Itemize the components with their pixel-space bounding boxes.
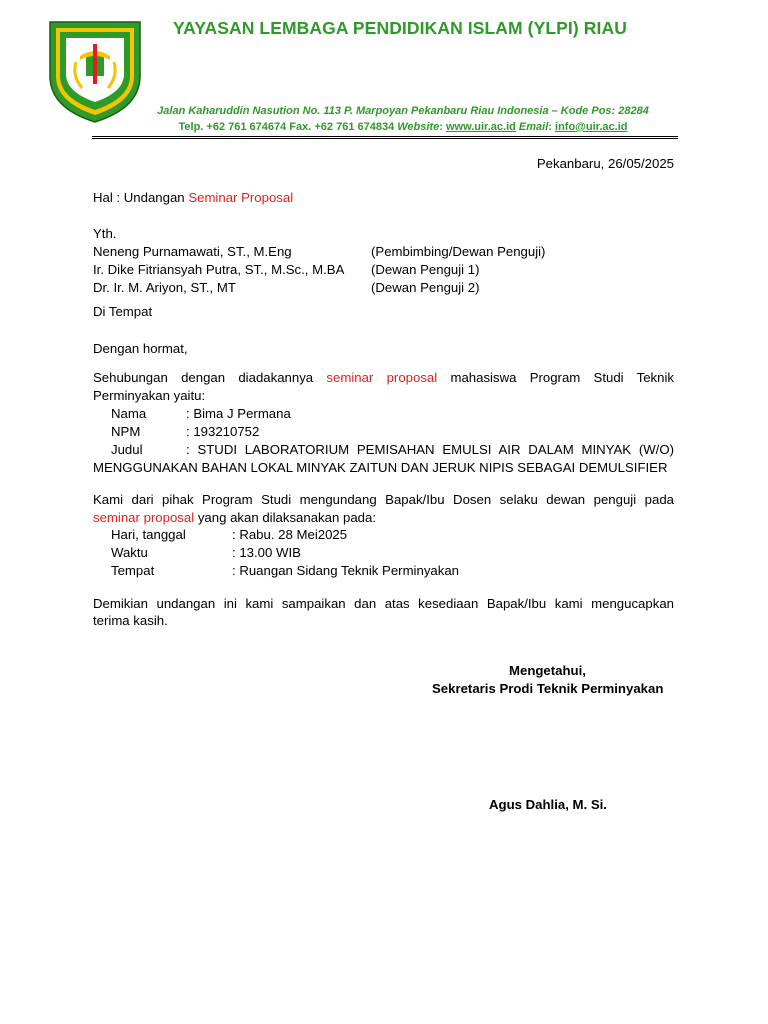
sign-position: Sekretaris Prodi Teknik Perminyakan: [432, 681, 664, 696]
recipient-name: Neneng Purnamawati, ST., M.Eng: [93, 244, 292, 259]
student-title-value-cont: MENGGUNAKAN BAHAN LOKAL MINYAK ZAITUN DAN JERUK NIPIS SEBAGAI DEMULSIFIER: [93, 460, 668, 475]
event-place-value: : Ruangan Sidang Teknik Perminyakan: [232, 563, 460, 578]
location: Di Tempat: [93, 304, 153, 319]
subject: Hal : Undangan Seminar Proposal: [93, 190, 294, 205]
invitation-highlight: seminar proposal: [93, 510, 195, 525]
intro-paragraph: Sehubungan dengan diadakannya seminar proposal mahasiswa Program Studi Teknik Perminyakan yaitu:: [93, 370, 675, 403]
closing-paragraph-cont: terima kasih.: [93, 613, 168, 628]
website-link[interactable]: www.uir.ac.id: [445, 121, 516, 133]
student-npm-value: : 193210752: [186, 424, 260, 439]
event-place-label: Tempat: [111, 563, 155, 578]
event-day-label: Hari, tanggal: [111, 527, 186, 542]
student-npm-label: NPM: [111, 424, 141, 439]
recipient-role: (Dewan Penguji 1): [371, 262, 480, 277]
recipient-role: (Dewan Penguji 2): [371, 280, 480, 295]
recipient-name: Dr. Ir. M. Ariyon, ST., MT: [93, 280, 236, 295]
salutation-to: Yth.: [93, 226, 117, 241]
place-date: Pekanbaru, 26/05/2025: [536, 156, 674, 171]
subject-highlight: Seminar Proposal: [188, 190, 294, 205]
greeting: Dengan hormat,: [93, 341, 188, 356]
recipient-role: (Pembimbing/Dewan Penguji): [371, 244, 546, 259]
intro-highlight: seminar proposal: [326, 370, 438, 385]
phone-fax: Telp. +62 761 674674 Fax. +62 761 674834: [178, 121, 398, 133]
email-link[interactable]: info@uir.ac.id: [555, 121, 628, 133]
student-name-value: : Bima J Permana: [186, 406, 291, 421]
student-title-value: : STUDI LABORATORIUM PEMISAHAN EMULSI AIR DALAM MINYAK (W/O): [186, 442, 674, 457]
student-name-label: Nama: [111, 406, 147, 421]
contact-line: Telp. +62 761 674674 Fax. +62 761 674834 Website: www.uir.ac.id Email: info@uir.ac.id: [178, 121, 628, 133]
email-label: Email: [518, 121, 549, 133]
event-day-value: : Rabu. 28 Mei2025: [232, 527, 348, 542]
website-label: Website: [397, 121, 440, 133]
event-time-label: Waktu: [111, 545, 148, 560]
closing-paragraph: Demikian undangan ini kami sampaikan dan atas kesediaan Bapak/Ibu kami mengucapkan: [93, 596, 674, 611]
event-time-value: : 13.00 WIB: [232, 545, 301, 560]
recipient-name: Ir. Dike Fitriansyah Putra, ST., M.Sc., M.BA: [93, 262, 345, 277]
header-divider: [92, 136, 678, 137]
address-line: Jalan Kaharuddin Nasution No. 113 P. Marpoyan Pekanbaru Riau Indonesia – Kode Pos: 28284: [157, 105, 649, 117]
header-divider-secondary: [92, 138, 678, 139]
invitation-paragraph: Kami dari pihak Program Studi mengundang Bapak/Ibu Dosen selaku dewan penguji pada: [93, 492, 674, 507]
sign-acknowledge: Mengetahui,: [509, 663, 586, 678]
student-title-label: Judul: [111, 442, 143, 457]
sign-name: Agus Dahlia, M. Si.: [489, 797, 607, 812]
invitation-paragraph-cont: seminar proposal yang akan dilaksanakan pada:: [93, 510, 376, 525]
organization-title: YAYASAN LEMBAGA PENDIDIKAN ISLAM (YLPI) RIAU: [173, 18, 627, 38]
